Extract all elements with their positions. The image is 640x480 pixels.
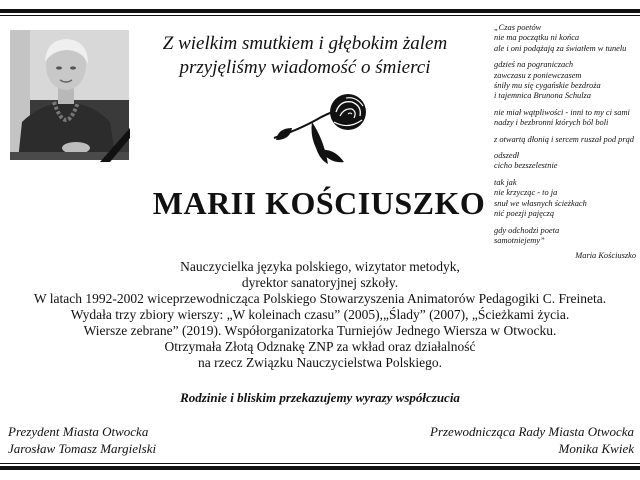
top-border-thin (0, 15, 640, 16)
poem-stanza (494, 151, 640, 172)
poem-line: „Czas poetów (494, 23, 542, 32)
rose-icon (268, 90, 380, 170)
poem-line: nadzy i bezbronni których ból boli (494, 118, 609, 128)
poem-line: snuł we własnych ścieżkach (494, 198, 587, 208)
signature-left-name: Jarosław Tomasz Margielski (8, 441, 157, 456)
bio-line: dyrektor sanatoryjnej szkoły. (241, 275, 399, 290)
bio-line: Wydała trzy zbiory wierszy: „W koleinach czasu” (2005),„Ślady” (2007), „Ścieżkami życia. (70, 307, 570, 322)
poem-stanza (494, 135, 640, 145)
poem-stanza (494, 226, 640, 247)
poem-line: i tajemnica Brunona Schulza (494, 91, 591, 101)
signature-right (430, 423, 634, 457)
bottom-border-thin (0, 463, 640, 464)
biography (20, 259, 620, 371)
poem-line: zawczasu z poniewczasem (494, 70, 582, 80)
bio-line: Nauczycielka języka polskiego, wizytator metodyk, (180, 259, 460, 274)
poem-line: nie krzycząc - to ja (494, 188, 558, 198)
poem-line: nić poezji pajęczą (494, 209, 555, 219)
bio-line: Otrzymała Złotą Odznakę ZNP za wkład oraz działalność (164, 339, 476, 354)
heading-line-2: przyjęliśmy wiadomość o śmierci (179, 57, 431, 78)
poem-stanza (494, 108, 640, 129)
poem-line: samotniejemy” (494, 235, 545, 245)
signature-right-name: Monika Kwiek (558, 441, 634, 456)
poem-line: odszedł (494, 151, 520, 161)
bio-line: W latach 1992-2002 wiceprzewodnicząca Polskiego Stowarzyszenia Animatorów Pedagogiki C. Freineta. (33, 291, 607, 306)
signature-left-title: Prezydent Miasta Otwocka (8, 424, 149, 439)
poem-line: ale i oni podążają za światłem w tunelu (494, 43, 627, 53)
poem-line: gdzieś na pograniczach (494, 60, 574, 70)
deceased-name: MARII KOŚCIUSZKO (152, 185, 486, 221)
top-border-thick (0, 9, 640, 13)
poem-line: nie ma początku ni końca (494, 33, 580, 43)
poem-author: Maria Kościuszko (575, 251, 636, 261)
poem-stanza (494, 178, 640, 220)
poem-line: gdy odchodzi poeta (494, 225, 560, 235)
poem-stanza (494, 23, 640, 54)
condolence-text: Rodzinie i bliskim przekazujemy wyrazy współczucia (180, 390, 460, 405)
poem-line: nie miał wątpliwości - inni to my ci sami (494, 107, 630, 117)
signature-right-title: Przewodnicząca Rady Miasta Otwocka (430, 424, 634, 439)
heading (140, 32, 470, 80)
bottom-border-thick (0, 466, 640, 470)
poem-line: cicho bezszelestnie (494, 161, 558, 171)
signature-left (8, 423, 156, 457)
bio-line: Wiersze zebrane” (2019). Współorganizatorka Turniejów Jednego Wiersza w Otwocku. (83, 323, 557, 338)
bio-line: na rzecz Związku Nauczycielstwa Polskiego. (197, 355, 443, 370)
poem-line: z otwartą dłonią i sercem ruszał pod prąd (494, 134, 634, 144)
heading-line-1: Z wielkim smutkiem i głębokim żalem (162, 33, 448, 54)
poem (494, 23, 640, 262)
poem-line: śniły mu się cygańskie bezdroża (494, 81, 601, 91)
mourning-ribbon-icon (100, 128, 132, 162)
poem-line: tak jak (494, 177, 517, 187)
poem-stanza (494, 60, 640, 102)
